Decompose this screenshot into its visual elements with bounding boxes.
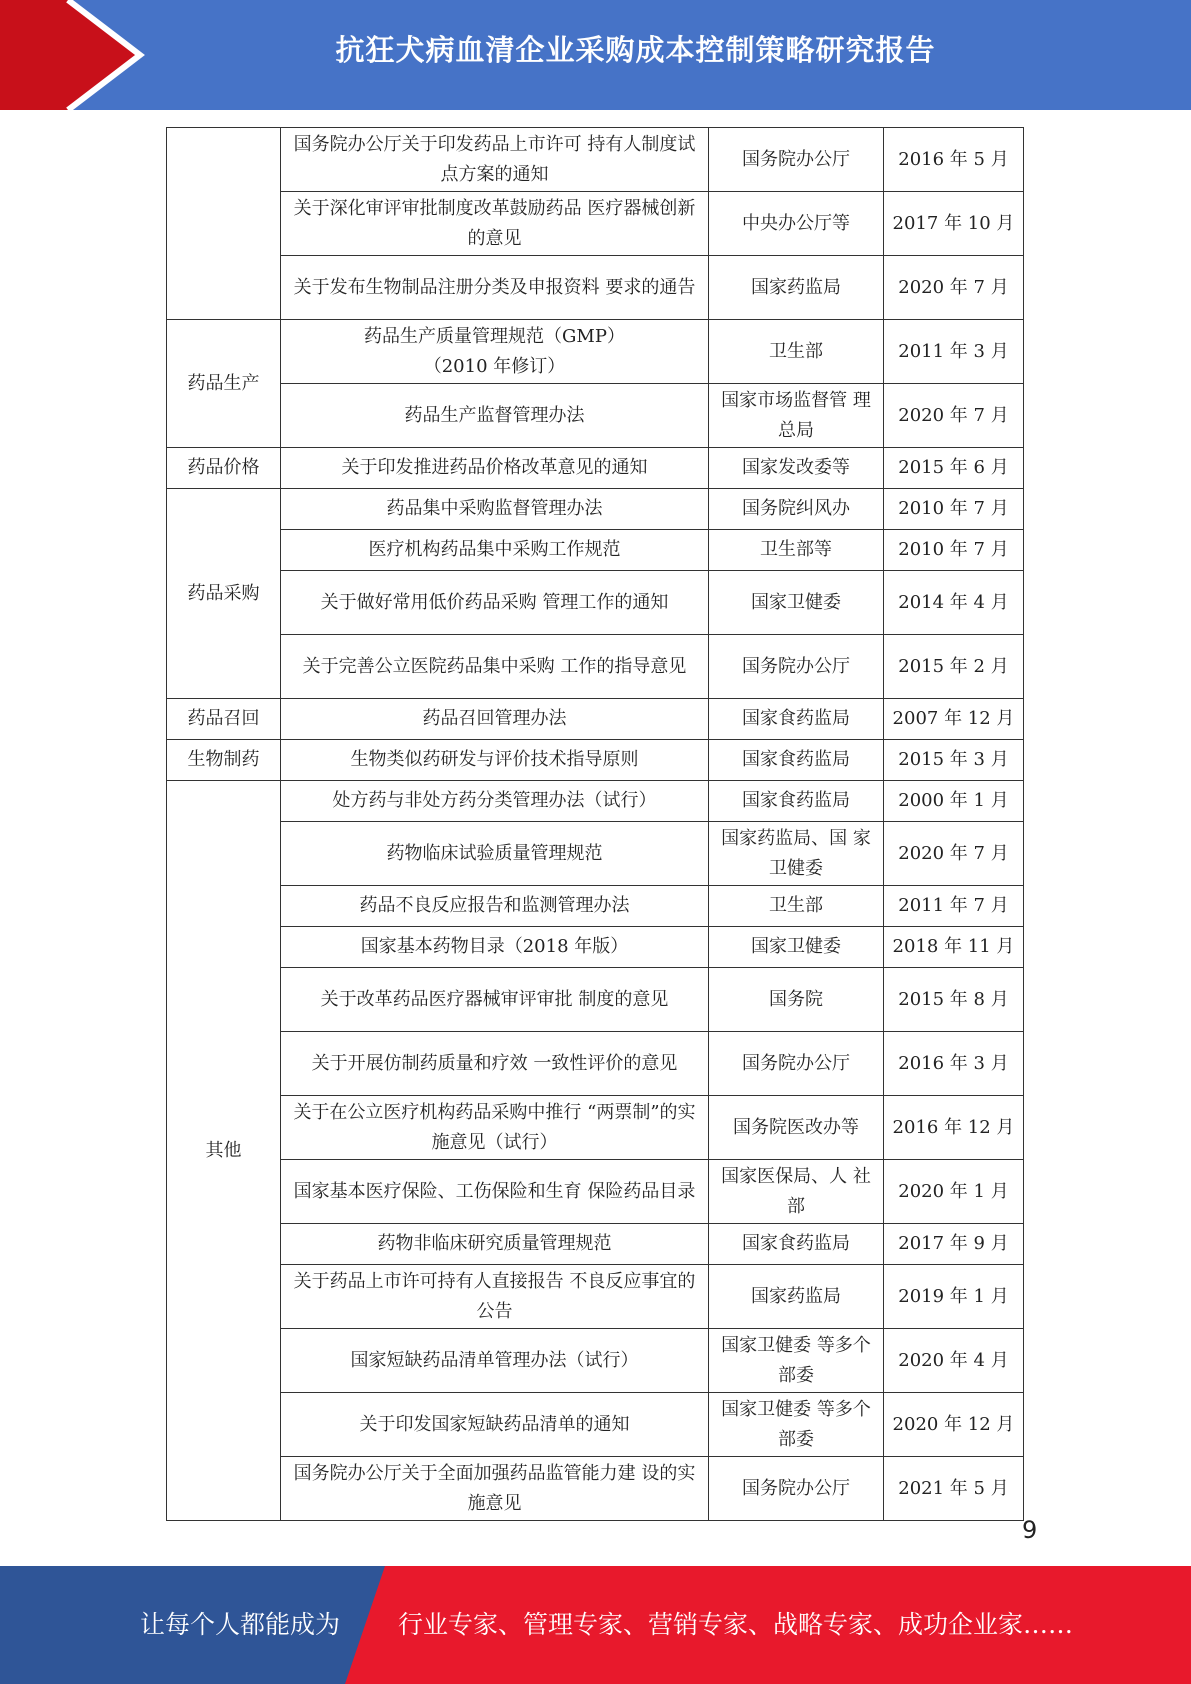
table-row <box>167 886 1024 927</box>
table-row <box>167 781 1024 822</box>
issuer: 国家发改委等 <box>709 448 884 489</box>
issuer: 国务院办公厅 <box>709 635 884 699</box>
issue-date: 2020 年 7 月 <box>884 256 1024 320</box>
page-header <box>0 0 1191 110</box>
issuer: 国家医保局、人 社部 <box>709 1160 884 1224</box>
regulation-name: 关于开展仿制药质量和疗效 一致性评价的意见 <box>281 1032 709 1096</box>
issuer: 国家药监局 <box>709 1265 884 1329</box>
regulation-name: 国务院办公厅关于全面加强药品监管能力建 设的实施意见 <box>281 1457 709 1521</box>
category-cell: 药品采购 <box>167 489 281 699</box>
table-row <box>167 384 1024 448</box>
regulation-name: 药品生产质量管理规范（GMP） （2010 年修订） <box>281 320 709 384</box>
category-cell-empty <box>167 128 281 320</box>
regulation-name: 关于做好常用低价药品采购 管理工作的通知 <box>281 571 709 635</box>
table-row <box>167 927 1024 968</box>
issue-date: 2014 年 4 月 <box>884 571 1024 635</box>
regulation-name: 关于完善公立医院药品集中采购 工作的指导意见 <box>281 635 709 699</box>
table-row <box>167 571 1024 635</box>
category-cell: 其他 <box>167 781 281 1521</box>
table-row <box>167 1457 1024 1521</box>
regulation-name: 关于印发国家短缺药品清单的通知 <box>281 1393 709 1457</box>
table-row <box>167 320 1024 384</box>
regulation-name: 国家基本医疗保险、工伤保险和生育 保险药品目录 <box>281 1160 709 1224</box>
regulation-name: 药物非临床研究质量管理规范 <box>281 1224 709 1265</box>
category-cell: 药品价格 <box>167 448 281 489</box>
issuer: 卫生部 <box>709 886 884 927</box>
table-row <box>167 256 1024 320</box>
regulation-name: 药物临床试验质量管理规范 <box>281 822 709 886</box>
issue-date: 2020 年 7 月 <box>884 822 1024 886</box>
issuer: 中央办公厅等 <box>709 192 884 256</box>
category-cell: 药品生产 <box>167 320 281 448</box>
regulation-name: 国家短缺药品清单管理办法（试行） <box>281 1329 709 1393</box>
issue-date: 2015 年 3 月 <box>884 740 1024 781</box>
issuer: 国家食药监局 <box>709 781 884 822</box>
regulation-name: 关于在公立医疗机构药品采购中推行 “两票制”的实施意见（试行） <box>281 1096 709 1160</box>
issue-date: 2017 年 10 月 <box>884 192 1024 256</box>
issue-date: 2015 年 2 月 <box>884 635 1024 699</box>
issuer: 国务院 <box>709 968 884 1032</box>
table-row <box>167 822 1024 886</box>
issuer: 国家市场监督管 理总局 <box>709 384 884 448</box>
regulation-table-wrapper <box>166 127 1024 1521</box>
table-row <box>167 1329 1024 1393</box>
issuer: 国家药监局、国 家卫健委 <box>709 822 884 886</box>
regulation-name: 医疗机构药品集中采购工作规范 <box>281 530 709 571</box>
issue-date: 2018 年 11 月 <box>884 927 1024 968</box>
issue-date: 2019 年 1 月 <box>884 1265 1024 1329</box>
issuer: 国家卫健委 <box>709 571 884 635</box>
regulation-name: 国务院办公厅关于印发药品上市许可 持有人制度试点方案的通知 <box>281 128 709 192</box>
regulation-name: 药品集中采购监督管理办法 <box>281 489 709 530</box>
table-row <box>167 489 1024 530</box>
issue-date: 2020 年 4 月 <box>884 1329 1024 1393</box>
issue-date: 2020 年 7 月 <box>884 384 1024 448</box>
table-row <box>167 968 1024 1032</box>
issue-date: 2016 年 3 月 <box>884 1032 1024 1096</box>
table-row <box>167 635 1024 699</box>
table-row <box>167 1032 1024 1096</box>
regulation-name: 关于改革药品医疗器械审评审批 制度的意见 <box>281 968 709 1032</box>
issuer: 国家药监局 <box>709 256 884 320</box>
table-row <box>167 1265 1024 1329</box>
issuer: 国务院办公厅 <box>709 1032 884 1096</box>
table-row <box>167 192 1024 256</box>
issuer: 国家食药监局 <box>709 699 884 740</box>
issue-date: 2010 年 7 月 <box>884 489 1024 530</box>
issue-date: 2000 年 1 月 <box>884 781 1024 822</box>
table-row <box>167 699 1024 740</box>
regulation-name: 关于药品上市许可持有人直接报告 不良反应事宜的公告 <box>281 1265 709 1329</box>
issue-date: 2016 年 12 月 <box>884 1096 1024 1160</box>
issuer: 国家食药监局 <box>709 1224 884 1265</box>
regulation-name: 药品生产监督管理办法 <box>281 384 709 448</box>
issue-date: 2015 年 8 月 <box>884 968 1024 1032</box>
table-row <box>167 1393 1024 1457</box>
regulation-name: 生物类似药研发与评价技术指导原则 <box>281 740 709 781</box>
regulation-name: 国家基本药物目录（2018 年版） <box>281 927 709 968</box>
regulation-table <box>166 127 1024 1521</box>
category-cell: 药品召回 <box>167 699 281 740</box>
issue-date: 2011 年 3 月 <box>884 320 1024 384</box>
table-row <box>167 530 1024 571</box>
header-arrow-icon <box>0 0 160 110</box>
issue-date: 2016 年 5 月 <box>884 128 1024 192</box>
table-row <box>167 1096 1024 1160</box>
issue-date: 2020 年 12 月 <box>884 1393 1024 1457</box>
regulation-name: 关于深化审评审批制度改革鼓励药品 医疗器械创新的意见 <box>281 192 709 256</box>
table-row <box>167 448 1024 489</box>
regulation-name: 关于印发推进药品价格改革意见的通知 <box>281 448 709 489</box>
page-number: 9 <box>1022 1516 1038 1544</box>
category-cell: 生物制药 <box>167 740 281 781</box>
issue-date: 2020 年 1 月 <box>884 1160 1024 1224</box>
issuer: 国务院纠风办 <box>709 489 884 530</box>
table-row <box>167 128 1024 192</box>
table-row <box>167 1160 1024 1224</box>
issuer: 卫生部等 <box>709 530 884 571</box>
report-title: 抗狂犬病血清企业采购成本控制策略研究报告 <box>335 33 936 67</box>
page-footer <box>0 1566 1191 1684</box>
regulation-name: 关于发布生物制品注册分类及申报资料 要求的通告 <box>281 256 709 320</box>
issuer: 国家食药监局 <box>709 740 884 781</box>
issue-date: 2007 年 12 月 <box>884 699 1024 740</box>
issue-date: 2015 年 6 月 <box>884 448 1024 489</box>
issuer: 国务院办公厅 <box>709 1457 884 1521</box>
regulation-name: 处方药与非处方药分类管理办法（试行） <box>281 781 709 822</box>
issue-date: 2011 年 7 月 <box>884 886 1024 927</box>
issuer: 国家卫健委 等多个部委 <box>709 1329 884 1393</box>
issuer: 国务院医改办等 <box>709 1096 884 1160</box>
regulation-name: 药品不良反应报告和监测管理办法 <box>281 886 709 927</box>
issuer: 国务院办公厅 <box>709 128 884 192</box>
issuer: 国家卫健委 等多个部委 <box>709 1393 884 1457</box>
regulation-name: 药品召回管理办法 <box>281 699 709 740</box>
footer-slogan-left: 让每个人都能成为 <box>140 1610 341 1639</box>
issuer: 卫生部 <box>709 320 884 384</box>
table-row <box>167 740 1024 781</box>
footer-slogan-right: 行业专家、管理专家、营销专家、战略专家、成功企业家…… <box>398 1610 1074 1639</box>
table-row <box>167 1224 1024 1265</box>
issue-date: 2010 年 7 月 <box>884 530 1024 571</box>
issue-date: 2017 年 9 月 <box>884 1224 1024 1265</box>
issue-date: 2021 年 5 月 <box>884 1457 1024 1521</box>
issuer: 国家卫健委 <box>709 927 884 968</box>
